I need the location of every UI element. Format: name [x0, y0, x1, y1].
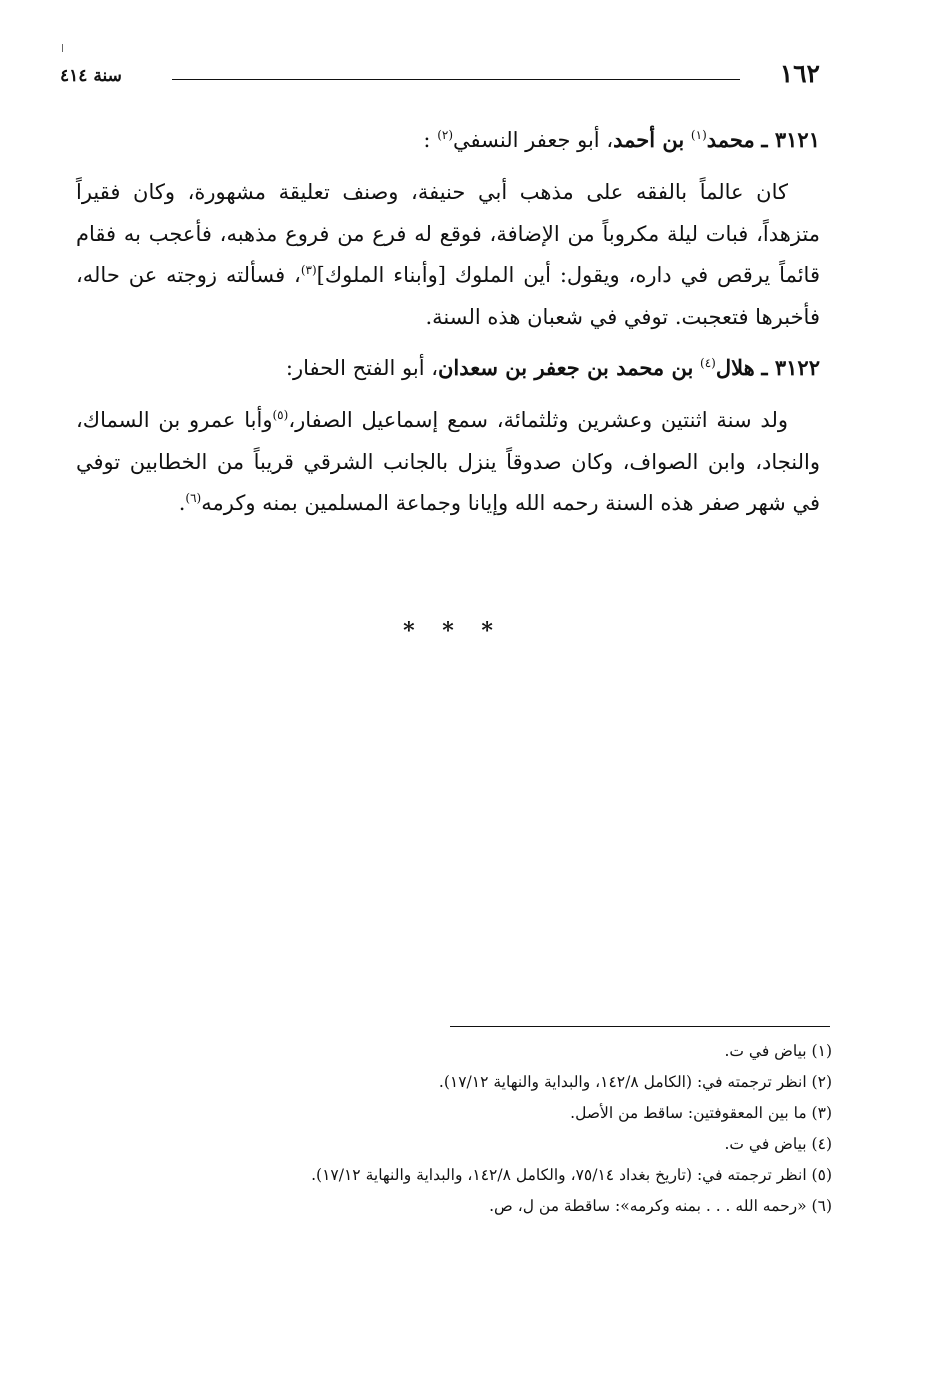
entry-name: محمد: [706, 127, 755, 152]
footnote-4: (٤) بياض في ت.: [724, 1135, 832, 1153]
header-rule: [172, 79, 740, 80]
footnote-2: (٢) انظر ترجمته في: (الكامل ١٤٢/٨، والبداية والنهاية ١٧/١٢).: [438, 1073, 832, 1091]
entry-body-3121: [76, 172, 820, 338]
footnote-ref: (٤): [700, 356, 716, 370]
body-text: ، فسألته زوجته عن حاله، فأخبرها فتعجبت. توفي في شعبان هذه السنة.: [76, 263, 820, 329]
entry-tail: :: [285, 356, 293, 380]
body-text: .: [178, 491, 186, 515]
page-number: ١٦٢: [779, 59, 820, 88]
body-text: كان عالماً بالفقه على مذهب أبي حنيفة، وصنف تعليقة مشهورة، وكان فقيراً متزهداً، فبات ليلة مكروباً من الإضافة، فوقع له فرع من فروع مذهبه، فأعجب به فقام قائماً يرقص في داره، ويقول: أين الملوك [وأبناء الملوك]: [76, 180, 820, 287]
entry-body-3122: [76, 400, 820, 525]
footnote-ref: (٣): [300, 263, 317, 277]
entry-heading-3121: [76, 120, 820, 160]
entry-tail: :: [423, 128, 438, 152]
footnote-3: (٣) ما بين المعقوفتين: ساقط من الأصل.: [570, 1104, 832, 1122]
footnote-ref: (٥): [272, 408, 289, 422]
entry-name-rest: بن محمد بن جعفر بن سعدان: [437, 355, 694, 380]
footnote-6: (٦) «رحمه الله . . . بمنه وكرمه»: ساقطة من ل، ص.: [489, 1197, 832, 1215]
entry-name: هلال: [715, 355, 755, 380]
footnote-5: (٥) انظر ترجمته في: (تاريخ بغداد ٧٥/١٤، والكامل ١٤٢/٨، والبداية والنهاية ١٧/١٢).: [311, 1166, 832, 1184]
entry-number: ٣١٢١ ـ: [761, 127, 820, 152]
scan-mark: [62, 44, 63, 52]
entry-heading-3122: [76, 348, 820, 388]
body-text: وأبا عمرو بن السماك، والنجاد، وابن الصواف، وكان صدوقاً ينزل بالجانب الشرقي قريباً من الخطابين توفي في شهر صفر هذه السنة رحمه الله وإيانا وجماعة المسلمين بمنه وكرمه: [76, 408, 820, 515]
body-text: ولد سنة اثنتين وعشرين وثلثمائة، سمع إسماعيل الصفار،: [288, 408, 788, 432]
main-text: [76, 120, 820, 535]
footnotes: [120, 1036, 832, 1222]
footnote-ref: (١): [690, 128, 707, 142]
entry-name-rest: بن أحمد: [613, 127, 685, 152]
running-title-year: سنة ٤١٤: [60, 66, 122, 86]
footnote-1: (١) بياض في ت.: [724, 1042, 832, 1060]
entry-number: ٣١٢٢ ـ: [761, 355, 820, 380]
footnote-ref: (٢): [437, 128, 454, 142]
entry-kunya: ، أبو جعفر النسفي: [453, 128, 614, 152]
entry-kunya: ، أبو الفتح الحفار: [292, 356, 438, 380]
section-separator: * * *: [403, 618, 503, 644]
running-header: [60, 58, 820, 94]
footnote-ref: (٦): [185, 491, 202, 505]
footnote-rule: [450, 1026, 830, 1027]
